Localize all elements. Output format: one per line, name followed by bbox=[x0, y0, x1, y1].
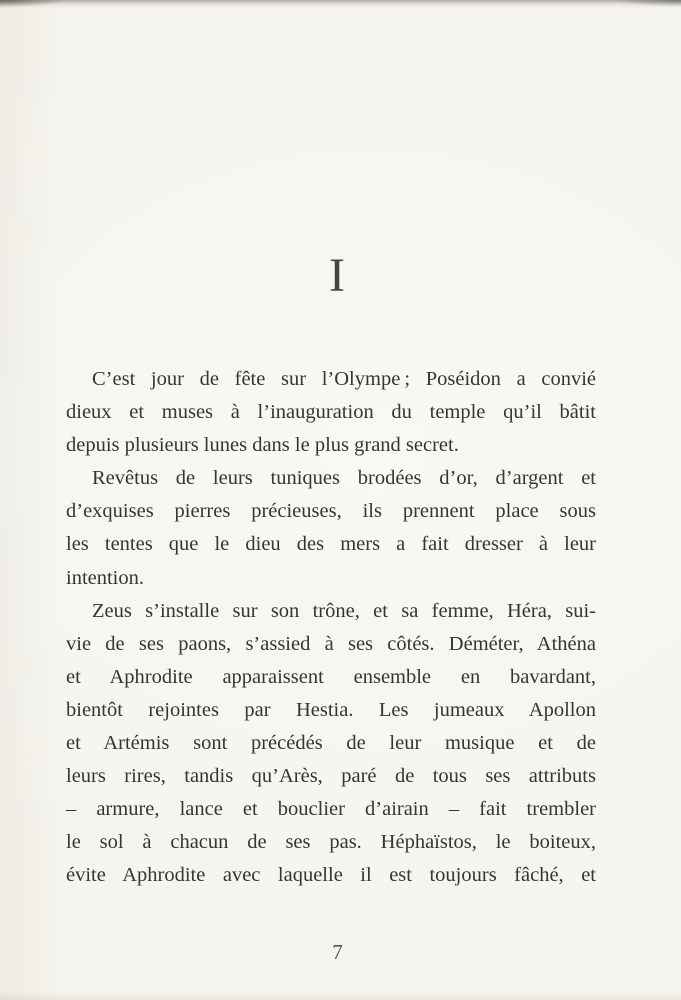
text-line: leurs rires, tandis qu’Arès, paré de tous ses attributs bbox=[66, 765, 596, 788]
text-line: d’exquises pierres précieuses, ils prennent place sous bbox=[66, 500, 596, 523]
scan-edge-shadow bbox=[0, 0, 681, 12]
text-line: Zeus s’installe sur son trône, et sa femme, Héra, sui- bbox=[92, 599, 596, 622]
text-line: – armure, lance et bouclier d’airain – fait trembler bbox=[66, 798, 596, 821]
scan-edge-bottom-shadow bbox=[0, 990, 681, 1000]
chapter-number: I bbox=[329, 249, 346, 302]
text-line: vie de ses paons, s’assied à ses côtés. Déméter, Athéna bbox=[66, 632, 596, 655]
text-line: C’est jour de fête sur l’Olympe ; Poséidon a convié bbox=[92, 368, 596, 390]
text-line: et Aphrodite apparaissent ensemble en bavardant, bbox=[66, 665, 596, 688]
text-line: Revêtus de leurs tuniques brodées d’or, d’argent et bbox=[92, 467, 596, 490]
text-line: intention. bbox=[66, 566, 145, 589]
text-line: bientôt rejointes par Hestia. Les jumeaux Apollon bbox=[66, 698, 596, 721]
text-line: depuis plusieurs lunes dans le plus grand secret. bbox=[66, 434, 459, 457]
text-line: et Artémis sont précédés de leur musique et de bbox=[66, 732, 596, 755]
text-line: le sol à chacun de ses pas. Héphaïstos, le boiteux, bbox=[66, 831, 596, 854]
body-text bbox=[66, 363, 596, 893]
text-line: évite Aphrodite avec laquelle il est toujours fâché, et bbox=[66, 864, 596, 887]
text-line: dieux et muses à l’inauguration du temple qu’il bâtit bbox=[66, 401, 596, 424]
page-number: 7 bbox=[332, 940, 343, 964]
text-line: les tentes que le dieu des mers a fait dresser à leur bbox=[66, 533, 596, 556]
